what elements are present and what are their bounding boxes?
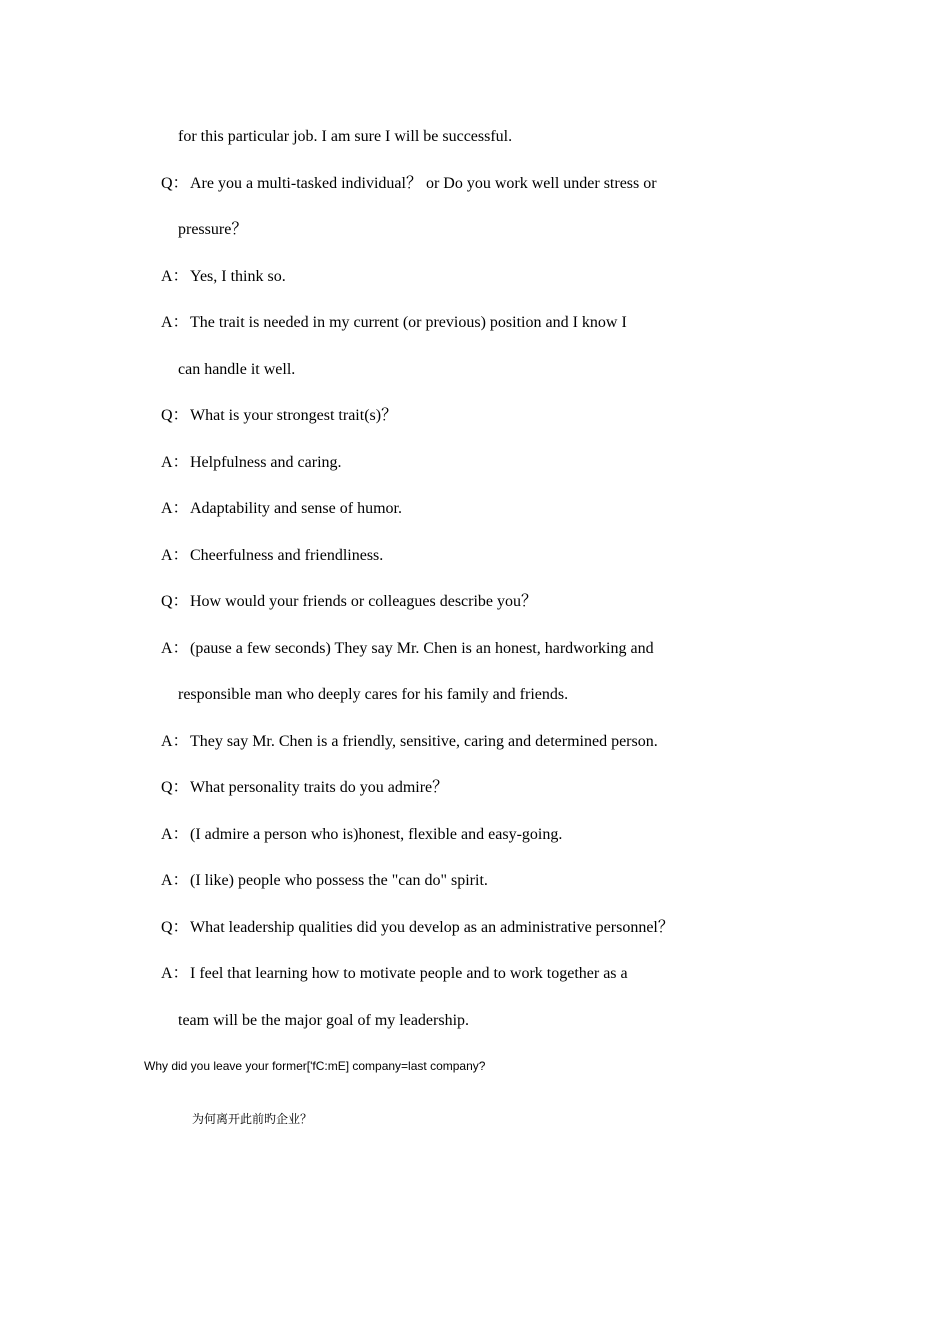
a-marker: A：	[161, 872, 189, 889]
question-line: Q：What is your strongest trait(s)？	[161, 407, 398, 424]
text-line: team will be the major goal of my leadership.	[178, 1012, 470, 1029]
a-marker: A：	[161, 268, 189, 285]
text-line: responsible man who deeply cares for his family and friends.	[178, 686, 569, 703]
answer-line: A：(pause a few seconds) They say Mr. Chen is an honest, hardworking and	[161, 640, 654, 657]
q-marker: Q：	[161, 175, 189, 192]
answer-line: A：I feel that learning how to motivate people and to work together as a	[161, 965, 628, 982]
a-marker: A：	[161, 454, 189, 471]
question-line: Q：Are you a multi-tasked individual？ or Do you work well under stress or	[161, 175, 657, 192]
a-marker: A：	[161, 733, 189, 750]
answer-line: A：Helpfulness and caring.	[161, 454, 342, 471]
answer-line: A：The trait is needed in my current (or previous) position and I know I	[161, 314, 627, 331]
text-line: for this particular job. I am sure I will be successful.	[178, 128, 513, 145]
question-line: Q：What leadership qualities did you develop as an administrative personnel？	[161, 919, 674, 936]
section-translation: 为何离开此前旳企业？	[192, 1112, 313, 1126]
question-line: Q：What personality traits do you admire？	[161, 779, 449, 796]
answer-line: A：They say Mr. Chen is a friendly, sensitive, caring and determined person.	[161, 733, 658, 750]
a-marker: A：	[161, 640, 189, 657]
q-marker: Q：	[161, 407, 189, 424]
answer-line: A：(I admire a person who is)honest, flexible and easy-going.	[161, 826, 563, 843]
a-marker: A：	[161, 500, 189, 517]
q-marker: Q：	[161, 919, 189, 936]
q-marker: Q：	[161, 779, 189, 796]
answer-line: A：Yes, I think so.	[161, 268, 286, 285]
a-marker: A：	[161, 826, 189, 843]
a-marker: A：	[161, 547, 189, 564]
answer-line: A：Adaptability and sense of humor.	[161, 500, 402, 517]
a-marker: A：	[161, 965, 189, 982]
q-marker: Q：	[161, 593, 189, 610]
text-line: pressure？	[178, 221, 248, 238]
text-line: can handle it well.	[178, 361, 296, 378]
section-question: Why did you leave your former['fC:mE] company=last company?	[144, 1059, 486, 1073]
answer-line: A：Cheerfulness and friendliness.	[161, 547, 384, 564]
question-line: Q：How would your friends or colleagues describe you？	[161, 593, 538, 610]
answer-line: A：(I like) people who possess the "can do" spirit.	[161, 872, 488, 889]
a-marker: A：	[161, 314, 189, 331]
